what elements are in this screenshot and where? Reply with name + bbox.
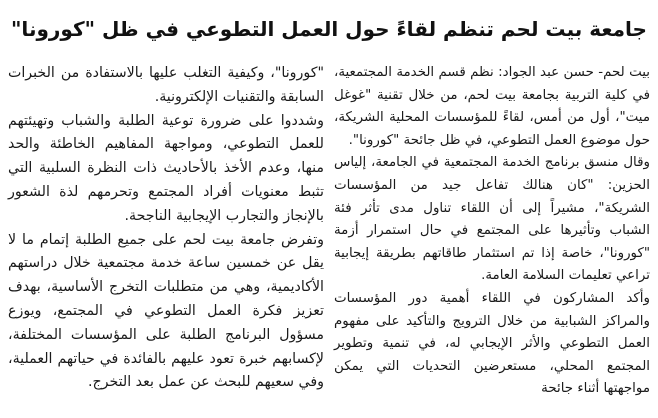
article-column-left bbox=[8, 62, 324, 395]
paragraph: وتفرض جامعة بيت لحم على جميع الطلبة إتمام ما لا يقل عن خمسين ساعة خدمة مجتمعية خلال دراستهم الأكاديمية، وهي من متطلبات التخرج الأساسية، بهدف تعزيز فكرة العمل التطوعي في المجتمع، ويوزع مسؤول البرنامج الطلبة على المؤسسات المختلفة، لإكسابهم خبرة تعود عليهم بالفائدة في حياتهم العملية، وفي سعيهم للبحث عن عمل بعد التخرج. bbox=[8, 231, 324, 391]
paragraph: وشددوا على ضرورة توعية الطلبة والشباب وتهيئتهم للعمل التطوعي، ومواجهة المفاهيم الخاطئة والحد منها، وعدم الأخذ بالأحاديث ذات النظرة السلبية التي تثبط معنويات أفراد المجتمع وتحرمهم لذة الشعور بالإنجاز والتجارب الإيجابية الناجحة. bbox=[8, 112, 324, 224]
paragraph: وقال منسق برنامج الخدمة المجتمعية في الجامعة، إلياس الحزين: "كان هنالك تفاعل جيد من المؤسسات الشريكة"، مشيراً إلى أن اللقاء تناول مدى تأثر فئة الشباب وتأثيرها على المجتمع في حال استمرار أزمة "كورونا"، خاصة إذا تم استثمار طاقاتهم بطريقة إيجابية تراعي تعليمات السلامة العامة. bbox=[334, 155, 650, 284]
article-headline: جامعة بيت لحم تنظم لقاءً حول العمل التطوعي في ظل "كورونا" bbox=[11, 17, 647, 41]
paragraph: "كورونا"، وكيفية التغلب عليها بالاستفادة من الخبرات السابقة والتقنيات الإلكترونية. bbox=[8, 65, 324, 105]
paragraph: وأكد المشاركون في اللقاء أهمية دور المؤسسات والمراكز الشبابية من خلال الترويج والتأكيد على مفهوم العمل التطوعي والأثر الإيجابي له، في تنمية وتطوير المجتمع المحلي، مستعرضين التحديات التي يمكن مواجهتها أثناء جائحة bbox=[334, 290, 650, 397]
article-column-right bbox=[334, 62, 650, 401]
paragraph: بيت لحم- حسن عبد الجواد: نظم قسم الخدمة المجتمعية، في كلية التربية بجامعة بيت لحم، من خلال تقنية "غوغل ميت"، أول من أمس، لقاءً للمؤسسات المحلية الشريكة، حول موضوع العمل التطوعي، في ظل جائحة "كورونا". bbox=[334, 65, 650, 148]
